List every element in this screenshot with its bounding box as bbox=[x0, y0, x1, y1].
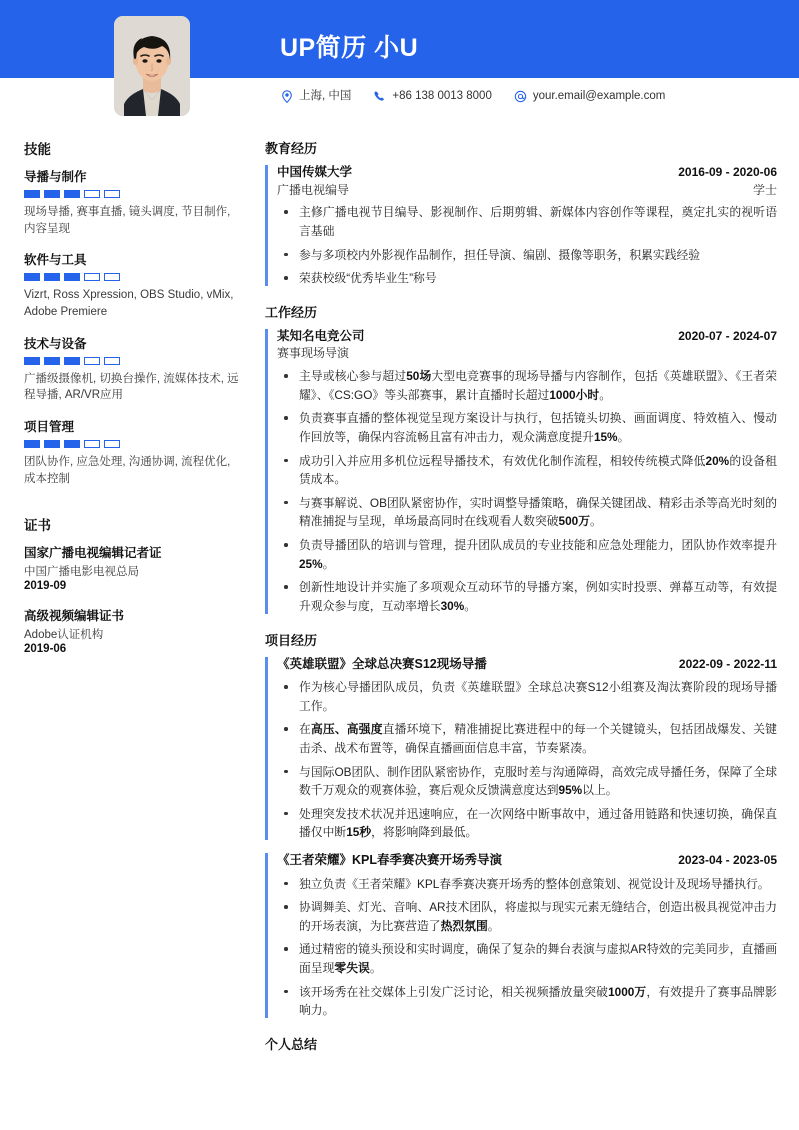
contact-row bbox=[281, 90, 665, 103]
skill-name: 技术与设备 bbox=[24, 336, 87, 351]
skill-level-square bbox=[44, 273, 60, 281]
bullet-item: 作为核心导播团队成员，负责《英雄联盟》全球总决赛S12小组赛及淘汰赛阶段的现场导播工作。 bbox=[277, 678, 777, 715]
bullet-item: 与赛事解说、OB团队紧密协作，实时调整导播策略，确保关键团战、精彩击杀等高光时刻的精准捕捉与呈现，单场最高同时在线观看人数突破500万。 bbox=[277, 494, 777, 531]
cert-issuer: Adobe认证机构 bbox=[24, 629, 104, 642]
skill-level-meter bbox=[24, 440, 241, 448]
skill-level-square bbox=[64, 273, 80, 281]
work-entry bbox=[265, 328, 777, 616]
sidebar bbox=[0, 130, 263, 669]
entry-subhead bbox=[277, 345, 777, 362]
bullet-item: 该开场秀在社交媒体上引发广泛讨论，相关视频播放量突破1000万，有效提升了赛事品牌影响力。 bbox=[277, 983, 777, 1020]
skill-level-square bbox=[44, 440, 60, 448]
cert-name: 高级视频编辑证书 bbox=[24, 609, 125, 624]
skill-level-square bbox=[64, 440, 80, 448]
project-entry bbox=[265, 852, 777, 1020]
cert-name: 国家广播电视编辑记者证 bbox=[24, 546, 162, 561]
skill-description: 团队协作, 应急处理, 沟通协调, 流程优化, 成本控制 bbox=[24, 456, 231, 485]
resume-body bbox=[0, 130, 799, 1067]
section-title: 个人总结 bbox=[265, 1036, 318, 1052]
bullet-item: 主修广播电视节目编导、影视制作、后期剪辑、新媒体内容创作等课程，奠定扎实的视听语言基础 bbox=[277, 203, 777, 240]
skill-name: 导播与制作 bbox=[24, 170, 87, 184]
section-title: 项目经历 bbox=[265, 632, 318, 648]
sidebar-certs-title: 证书 bbox=[24, 518, 51, 534]
entry-head bbox=[277, 328, 777, 346]
entry-head bbox=[277, 164, 777, 182]
skill-level-square bbox=[44, 190, 60, 198]
skill-level-meter bbox=[24, 357, 241, 365]
phone-icon bbox=[373, 90, 386, 103]
skill-level-square bbox=[104, 190, 120, 198]
entry-organization: 中国传媒大学 bbox=[277, 165, 353, 179]
skill-level-square bbox=[64, 190, 80, 198]
contact-phone-text: +86 138 0013 8000 bbox=[392, 89, 492, 102]
cert-date: 2019-06 bbox=[24, 643, 67, 656]
cert-list bbox=[24, 543, 241, 655]
skill-item bbox=[24, 417, 241, 487]
section-projects bbox=[265, 630, 777, 1020]
project-entry bbox=[265, 656, 777, 843]
entry-date: 2023-04 - 2023-05 bbox=[678, 853, 777, 868]
contact-email bbox=[514, 90, 665, 103]
main-column bbox=[263, 130, 799, 1067]
bullet-item: 参与多项校内外影视作品制作，担任导演、编剧、摄像等职务，积累实践经验 bbox=[277, 246, 777, 265]
bullet-item: 成功引入并应用多机位远程导播技术，有效优化制作流程，相较传统模式降低20%的设备租赁成本。 bbox=[277, 452, 777, 489]
section-education bbox=[265, 138, 777, 288]
skill-level-square bbox=[24, 190, 40, 198]
entry-subhead bbox=[277, 182, 777, 199]
entry-organization: 《王者荣耀》KPL春季赛决赛开场秀导演 bbox=[277, 853, 503, 868]
skill-level-square bbox=[104, 273, 120, 281]
entry-bullets bbox=[277, 678, 777, 842]
section-title: 工作经历 bbox=[265, 304, 318, 320]
bullet-item: 创新性地设计并实施了多项观众互动环节的导播方案，例如实时投票、弹幕互动等，有效提升观众参与度，互动率增长30%。 bbox=[277, 578, 777, 615]
skill-description: 现场导播, 赛事直播, 镜头调度, 节目制作, 内容呈现 bbox=[24, 206, 231, 235]
entry-bullets bbox=[277, 367, 777, 616]
entry-head bbox=[277, 656, 777, 674]
sidebar-spacer bbox=[24, 500, 241, 514]
skill-level-square bbox=[64, 357, 80, 365]
contact-email-text: your.email@example.com bbox=[532, 89, 666, 102]
page-title: UP简历 小U bbox=[280, 34, 419, 62]
entry-degree: 学士 bbox=[752, 182, 777, 197]
bullet-item: 荣获校级“优秀毕业生”称号 bbox=[277, 269, 777, 288]
skill-level-square bbox=[24, 357, 40, 365]
cert-item bbox=[24, 543, 241, 592]
bullet-item: 与国际OB团队、制作团队紧密协作，克服时差与沟通障碍，高效完成导播任务，保障了全球数千万观众的观赛体验，赛后观众反馈满意度达到95%以上。 bbox=[277, 763, 777, 800]
skill-level-square bbox=[84, 440, 100, 448]
bullet-item: 主导或核心参与超过50场大型电竞赛事的现场导播与内容制作，包括《英雄联盟》、《王者荣耀》、《CS:GO》等头部赛事，累计直播时长超过1000小时。 bbox=[277, 367, 777, 404]
entry-bullets bbox=[277, 203, 777, 288]
skill-item bbox=[24, 250, 241, 320]
skill-name: 项目管理 bbox=[24, 420, 75, 435]
bullet-item: 通过精密的镜头预设和实时调度，确保了复杂的舞台表演与虚拟AR特效的完美同步，直播画面呈现零失误。 bbox=[277, 940, 777, 977]
cert-issuer: 中国广播电影电视总局 bbox=[24, 566, 139, 579]
skill-level-square bbox=[24, 440, 40, 448]
bullet-item: 在高压、高强度直播环境下，精准捕捉比赛进程中的每一个关键镜头，包括团战爆发、关键击杀、战术布置等，确保直播画面信息丰富，节奏紧凑。 bbox=[277, 720, 777, 757]
skill-level-square bbox=[84, 190, 100, 198]
skill-description: 广播级摄像机, 切换台操作, 流媒体技术, 远程导播, AR/VR应用 bbox=[24, 372, 239, 402]
section-title: 教育经历 bbox=[265, 141, 318, 156]
section-work bbox=[265, 302, 777, 616]
entry-role: 广播电视编导 bbox=[277, 182, 350, 197]
skill-level-square bbox=[24, 273, 40, 281]
skill-level-square bbox=[84, 273, 100, 281]
contact-phone bbox=[373, 90, 491, 103]
bullet-item: 负责赛事直播的整体视觉呈现方案设计与执行，包括镜头切换、画面调度、特效植入、慢动作回放等，确保内容流畅且富有冲击力，观众满意度提升15%。 bbox=[277, 409, 777, 446]
email-at-icon bbox=[514, 90, 527, 103]
entry-organization: 《英雄联盟》全球总决赛S12现场导播 bbox=[277, 656, 487, 671]
bullet-item: 负责导播团队的培训与管理，提升团队成员的专业技能和应急处理能力，团队协作效率提升25%。 bbox=[277, 536, 777, 573]
skill-list bbox=[24, 167, 241, 487]
entry-date: 2016-09 - 2020-06 bbox=[678, 165, 777, 179]
bullet-item: 独立负责《王者荣耀》KPL春季赛决赛开场秀的整体创意策划、视觉设计及现场导播执行。 bbox=[277, 875, 777, 894]
contact-location-text: 上海, 中国 bbox=[299, 89, 352, 102]
entry-role: 赛事现场导演 bbox=[277, 346, 350, 361]
entry-head bbox=[277, 852, 777, 870]
location-pin-icon bbox=[281, 90, 293, 103]
skill-name: 软件与工具 bbox=[24, 253, 87, 268]
skill-item bbox=[24, 167, 241, 237]
entry-bullets bbox=[277, 875, 777, 1020]
cert-date: 2019-09 bbox=[24, 580, 67, 593]
education-entry bbox=[265, 164, 777, 288]
sidebar-skills-title: 技能 bbox=[24, 142, 51, 157]
bullet-item: 协调舞美、灯光、音响、AR技术团队，将虚拟与现实元素无缝结合，创造出极具视觉冲击力的开场表演，为比赛营造了热烈氛围。 bbox=[277, 898, 777, 935]
skill-level-square bbox=[44, 357, 60, 365]
skill-item bbox=[24, 334, 241, 404]
entry-date: 2020-07 - 2024-07 bbox=[678, 328, 777, 343]
entry-organization: 某知名电竞公司 bbox=[277, 328, 365, 343]
contact-location bbox=[281, 90, 351, 103]
skill-level-square bbox=[84, 357, 100, 365]
cert-item bbox=[24, 606, 241, 655]
profile-photo bbox=[114, 16, 190, 116]
entry-date: 2022-09 - 2022-11 bbox=[678, 656, 777, 671]
skill-level-meter bbox=[24, 273, 241, 281]
skill-description: Vizrt, Ross Xpression, OBS Studio, vMix, Adobe Premiere bbox=[24, 289, 234, 319]
profile-photo-icon bbox=[114, 16, 190, 116]
skill-level-square bbox=[104, 357, 120, 365]
skill-level-meter bbox=[24, 190, 241, 198]
bullet-item: 处理突发技术状况并迅速响应，在一次网络中断事故中，通过备用链路和快速切换，确保直播仅中断15秒，将影响降到最低。 bbox=[277, 805, 777, 842]
skill-level-square bbox=[104, 440, 120, 448]
section-summary bbox=[265, 1034, 777, 1053]
